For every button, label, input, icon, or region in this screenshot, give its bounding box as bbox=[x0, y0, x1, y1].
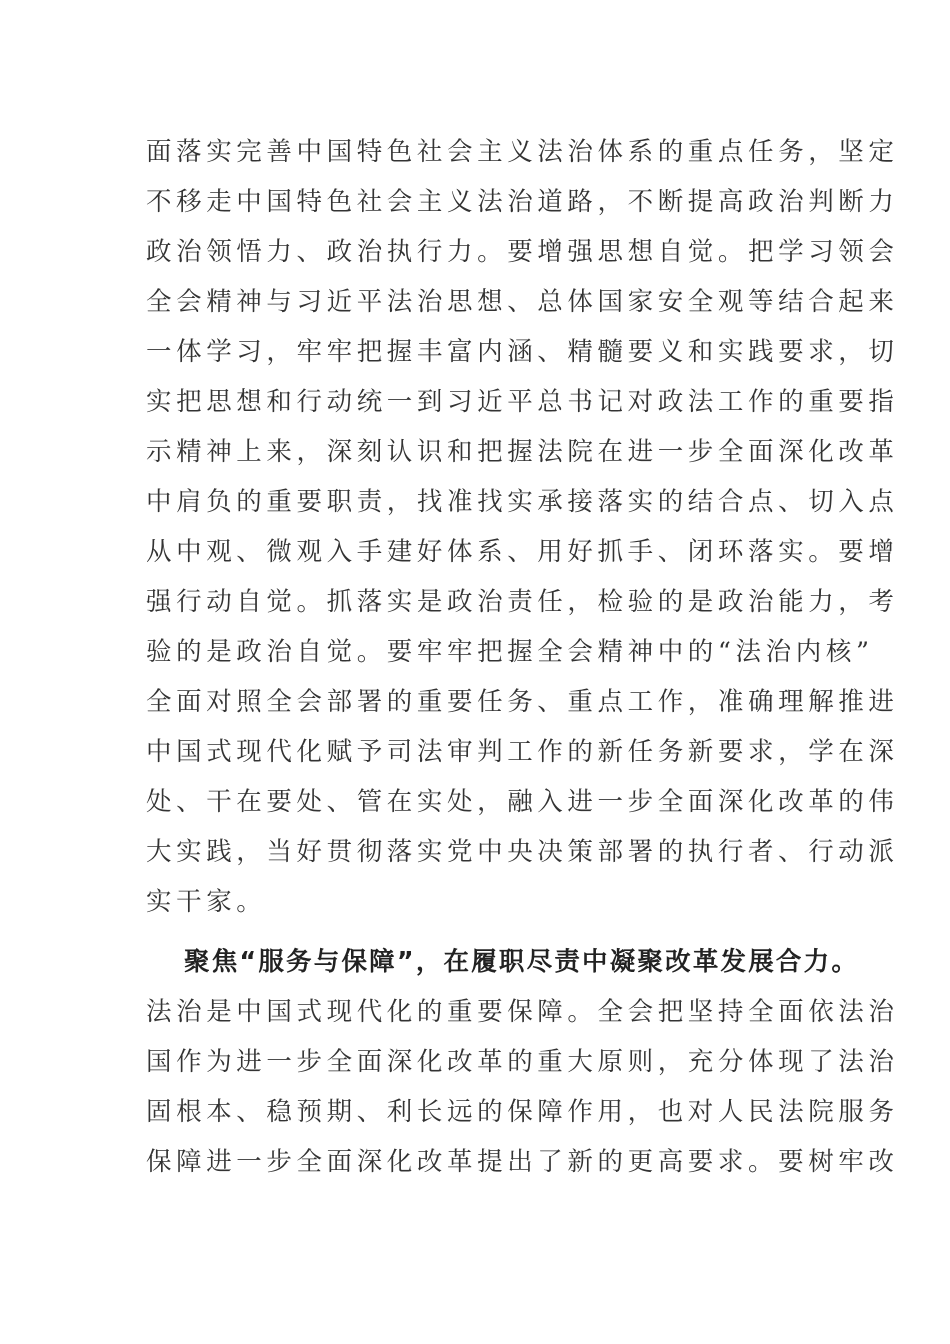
paragraph-1-line: 强行动自觉。抓落实是政治责任，检验的是政治能力，考 bbox=[146, 587, 899, 617]
paragraph-1-line: 中肩负的重要职责，找准找实承接落实的结合点、切入点 bbox=[146, 487, 899, 517]
paragraph-2-line: 固根本、稳预期、利长远的保障作用，也对人民法院服务 bbox=[146, 1097, 899, 1127]
paragraph-2-line: 国作为进一步全面深化改革的重大原则，充分体现了法治 bbox=[146, 1047, 899, 1077]
paragraph-2-heading-line bbox=[184, 937, 864, 987]
paragraph-1-line: 示精神上来，深刻认识和把握法院在进一步全面深化改革 bbox=[146, 437, 899, 467]
paragraph-1-line: 实把思想和行动统一到习近平总书记对政法工作的重要指 bbox=[146, 387, 899, 417]
paragraph-1-line: 处、干在要处、管在实处，融入进一步全面深化改革的伟 bbox=[146, 787, 899, 817]
section-heading: 聚焦“服务与保障”，在履职尽责中凝聚改革发展合力。 bbox=[184, 947, 860, 977]
paragraph-1-line: 面落实完善中国特色社会主义法治体系的重点任务，坚定 bbox=[146, 137, 899, 167]
paragraph-1-line: 验的是政治自觉。要牢牢把握全会精神中的“法治内核” bbox=[146, 637, 874, 667]
paragraph-1-line: 大实践，当好贯彻落实党中央决策部署的执行者、行动派 bbox=[146, 837, 899, 867]
paragraph-2-line: 法治是中国式现代化的重要保障。全会把坚持全面依法治 bbox=[146, 997, 899, 1027]
paragraph-1-line: 从中观、微观入手建好体系、用好抓手、闭环落实。要增 bbox=[146, 537, 899, 567]
paragraph-1-line: 实干家。 bbox=[146, 887, 267, 917]
paragraph-1-line: 中国式现代化赋予司法审判工作的新任务新要求，学在深 bbox=[146, 737, 899, 767]
paragraph-1-line: 全面对照全会部署的重要任务、重点工作，准确理解推进 bbox=[146, 687, 899, 717]
paragraph-1-line: 不移走中国特色社会主义法治道路，不断提高政治判断力 bbox=[146, 187, 899, 217]
paragraph-1-line: 政治领悟力、政治执行力。要增强思想自觉。把学习领会 bbox=[146, 237, 899, 267]
paragraph-2-line: 保障进一步全面深化改革提出了新的更高要求。要树牢改 bbox=[146, 1147, 899, 1177]
paragraph-1-line: 全会精神与习近平法治思想、总体国家安全观等结合起来 bbox=[146, 287, 899, 317]
paragraph-1-line: 一体学习，牢牢把握丰富内涵、精髓要义和实践要求，切 bbox=[146, 337, 899, 367]
